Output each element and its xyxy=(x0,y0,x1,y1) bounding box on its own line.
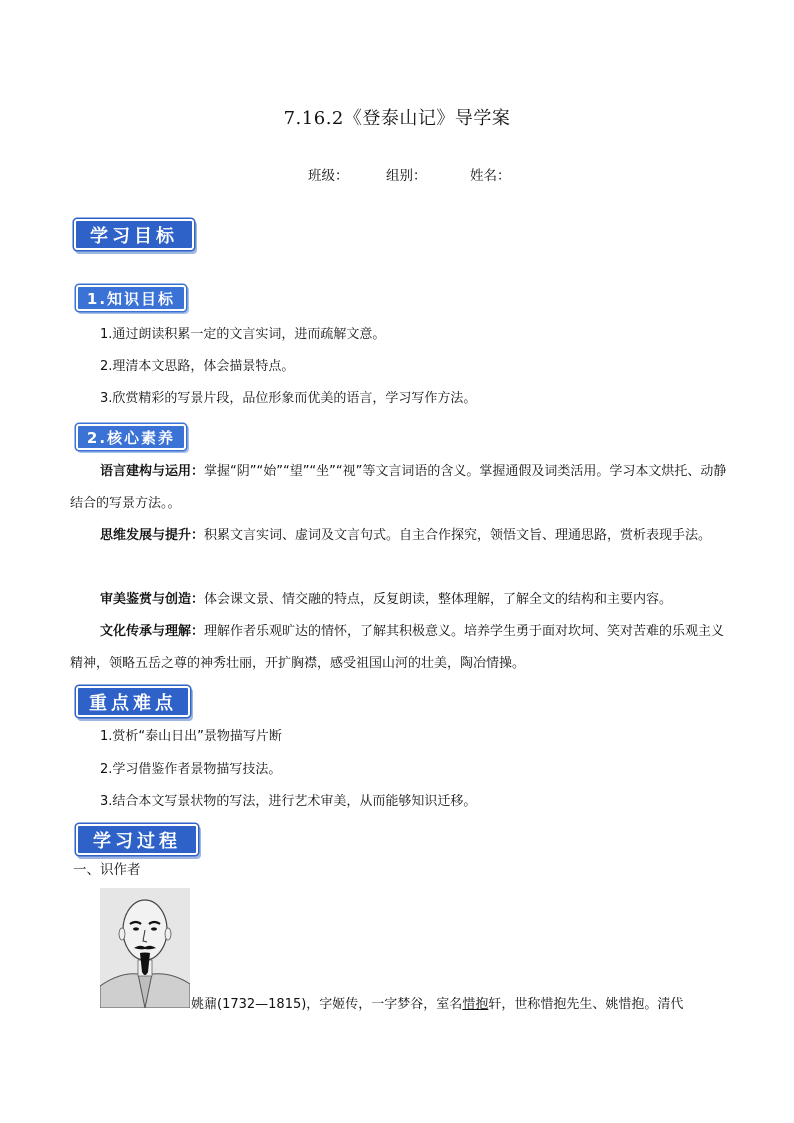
bio-text-part2: 轩，世称惜抱先生、姚惜抱。清代 xyxy=(488,997,684,1012)
bio-text-part1: 姚鼐(1732—1815)，字姬传，一字梦谷，室名 xyxy=(191,997,463,1012)
process-banner: 学习过程 xyxy=(76,824,198,855)
core-item-label: 文化传承与理解： xyxy=(100,624,205,639)
key-points-banner: 重点难点 xyxy=(76,686,190,717)
core-item-label: 语言建构与运用： xyxy=(100,464,205,479)
knowledge-item-2: 2.理清本文思路，体会描景特点。 xyxy=(100,359,295,374)
knowledge-item-1: 1.通过朗读积累一定的文言实词，进而疏解文意。 xyxy=(100,327,386,342)
core-item-text: 理解作者乐观旷达的情怀，了解其积极意义。培养学生勇于面对坎坷、笑对苦难的乐观主义精神，领略五岳之尊的神秀壮丽，开扩胸襟，感受祖国山河的壮美，陶冶情操。 xyxy=(70,624,725,671)
objectives-banner: 学习目标 xyxy=(74,219,194,250)
core-item-aesthetic xyxy=(70,584,728,616)
core-item-text: 掌握“阴”“始”“望”“坐”“视”等文言词语的含义。掌握通假及词类活用。学习本文烘托、动静结合的写景方法。。 xyxy=(70,464,727,511)
section-heading-author: 一、识作者 xyxy=(73,862,141,878)
page-title: 7.16.2《登泰山记》导学案 xyxy=(283,108,511,129)
key-item-3: 3.结合本文写景状物的写法，进行艺术审美，从而能够知识迁移。 xyxy=(100,794,477,809)
key-item-2: 2.学习借鉴作者景物描写技法。 xyxy=(100,762,282,777)
bio-text-underlined: 惜抱 xyxy=(462,997,489,1012)
core-item-text: 积累文言实词、虚词及文言句式。自主合作探究，领悟文旨、理通思路，赏析表现手法。 xyxy=(204,528,712,543)
core-item-language xyxy=(70,456,728,520)
name-label: 姓名： xyxy=(470,168,511,184)
knowledge-item-3: 3.欣赏精彩的写景片段，品位形象而优美的语言，学习写作方法。 xyxy=(100,391,477,406)
core-item-label: 审美鉴赏与创造： xyxy=(100,592,205,607)
key-item-1: 1.赏析“泰山日出”景物描写片断 xyxy=(100,729,282,744)
portrait-drawing xyxy=(100,888,190,1008)
class-label: 班级： xyxy=(308,168,349,184)
author-bio xyxy=(191,993,751,1012)
core-item-thinking xyxy=(70,520,728,552)
core-item-culture xyxy=(70,616,728,680)
core-item-text: 体会课文景、情交融的特点，反复朗读，整体理解，了解全文的结构和主要内容。 xyxy=(204,592,673,607)
core-banner: 2.核心素养 xyxy=(76,424,186,450)
author-portrait xyxy=(100,888,190,1008)
group-label: 组别： xyxy=(386,168,427,184)
knowledge-banner: 1.知识目标 xyxy=(76,285,186,311)
core-item-label: 思维发展与提升： xyxy=(100,528,205,543)
